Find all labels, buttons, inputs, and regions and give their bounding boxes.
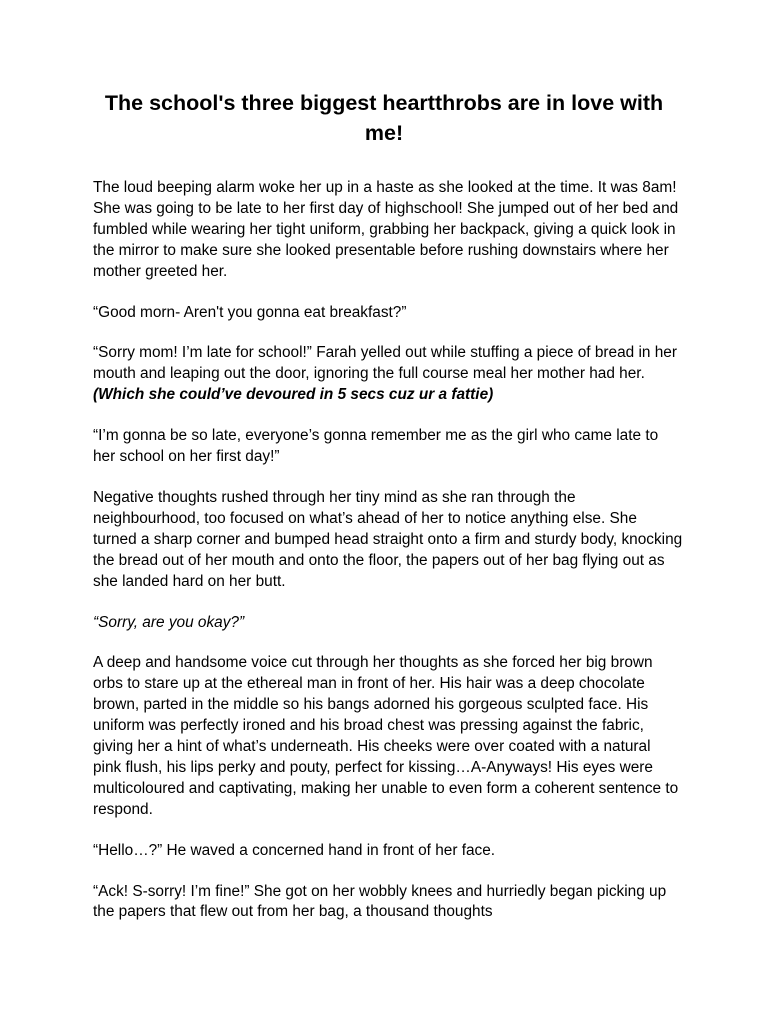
paragraph-description: A deep and handsome voice cut through her thoughts as she forced her big brown orbs to stare up at the ethereal man in front of her. His hair was a deep chocolate brown, parted in the middle so his bangs adorned his gorgeous sculpted face. His uniform was perfectly ironed and his broad chest was pressing against the fabric, giving her a hint of what’s underneath. His cheeks were over coated with a natural pink flush, his lips perky and pouty, perfect for kissing…A-Anyways! His eyes were multicoloured and captivating, making her unable to even form a coherent sentence to respond.	[93, 654, 679, 818]
paragraph-farah-leaves	[93, 343, 683, 406]
story-title: The school's three biggest heartthrobs are in love with me!	[104, 91, 664, 145]
paragraph-mother-dialogue: “Good morn- Aren't you gonna eat breakfast?”	[93, 303, 407, 321]
author-aside: (Which she could’ve devoured in 5 secs cuz ur a fattie)	[93, 386, 494, 404]
paragraph-stranger-dialogue: “Sorry, are you okay?”	[93, 613, 245, 631]
story-body	[93, 178, 683, 943]
paragraph-late-dialogue: “I’m gonna be so late, everyone’s gonna remember me as the girl who came late to her school on her first day!”	[93, 427, 659, 466]
paragraph-alarm: The loud beeping alarm woke her up in a haste as she looked at the time. It was 8am! She was going to be late to her first day of highschool! She jumped out of her bed and fumbled while wearing her tight uniform, grabbing her backpack, giving a quick look in the mirror to make sure she looked presentable before rushing downstairs where her mother greeted her.	[93, 179, 679, 280]
paragraph-collision: Negative thoughts rushed through her tiny mind as she ran through the neighbourhood, too focused on what’s ahead of her to notice anything else. She turned a sharp corner and bumped head straight onto a firm and sturdy body, knocking the bread out of her mouth and onto the floor, the papers out of her bag flying out as she landed hard on her butt.	[93, 488, 683, 590]
paragraph-hello: “Hello…?” He waved a concerned hand in front of her face.	[93, 841, 496, 859]
paragraph-farah-leaves-text: “Sorry mom! I’m late for school!” Farah yelled out while stuffing a piece of bread in her mouth and leaping out the door, ignoring the full course meal her mother had her.	[93, 344, 677, 383]
paragraph-picking-papers: “Ack! S-sorry! I’m fine!” She got on her wobbly knees and hurriedly began picking up the papers that flew out from her bag, a thousand thoughts	[93, 882, 667, 921]
